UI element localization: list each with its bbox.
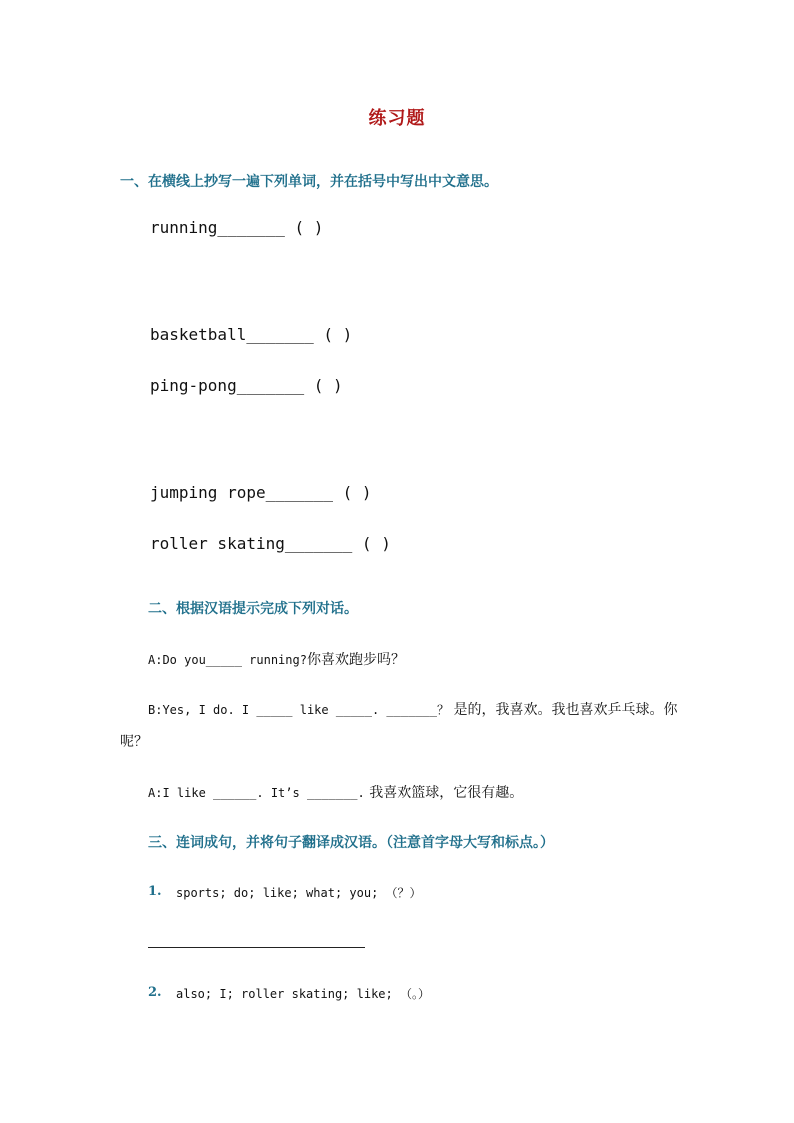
item-text-2: also; I; roller skating; like; （。） [176,987,430,1001]
dialog-line-1-cn: 你喜欢跑步吗？ [306,652,405,668]
section2-heading: 二、根据汉语提示完成下列对话。 [148,601,358,617]
word-item-roller-skating: roller skating_______ ( ) [150,534,391,553]
section1-heading: 一、在横线上抄写一遍下列单词，并在括号中写出中文意思。 [120,174,498,190]
answer-line [148,947,365,948]
dialog-line-2-continuation [120,731,148,751]
dialog-line-3-en: A:I like ______. It’s _______. [148,786,365,800]
item-text-1: sports; do; like; what; you; （？） [176,886,422,900]
dialog-line-2-cont: 呢？ [120,734,148,750]
section3-heading: 三、连词成句，并将句子翻译成汉语。（注意首字母大写和标点。） [148,835,554,851]
dialog-line-1 [148,649,405,669]
dialog-line-2-cn: 是的，我喜欢。我也喜欢乒乓球。你 [449,702,678,718]
dialog-line-2 [148,699,677,719]
dialog-line-2-en: B:Yes, I do. I _____ like _____. _______？ [148,703,449,717]
page-title: 练习题 [368,108,426,129]
item-number-2: 2. [148,985,162,1000]
word-item-ping-pong: ping-pong_______ ( ) [150,376,343,395]
dialog-line-1-en: A:Do you_____ running? [148,653,307,667]
dialog-line-3 [148,782,523,802]
word-item-basketball: basketball_______ ( ) [150,325,353,344]
item-number-1: 1. [148,884,162,899]
word-item-jumping-rope: jumping rope_______ ( ) [150,483,372,502]
word-item-running: running_______ ( ) [150,218,324,237]
dialog-line-3-cn: 我喜欢篮球，它很有趣。 [364,785,524,801]
